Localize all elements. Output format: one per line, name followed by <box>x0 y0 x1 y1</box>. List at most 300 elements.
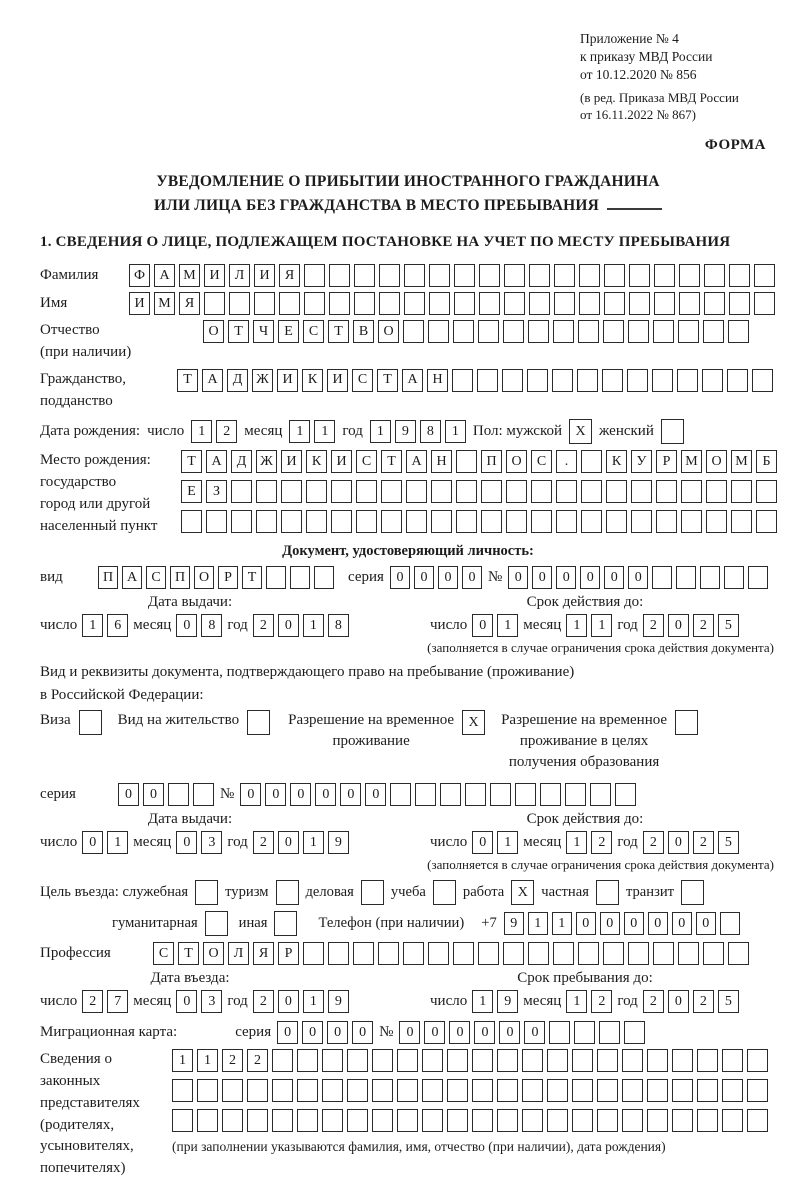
form-cell[interactable]: 0 <box>648 912 668 935</box>
form-cell[interactable]: 1 <box>566 831 587 854</box>
form-cell[interactable]: 0 <box>576 912 596 935</box>
form-cell[interactable] <box>431 510 452 533</box>
form-cell[interactable] <box>599 1021 620 1044</box>
form-cell[interactable]: 0 <box>462 566 482 589</box>
form-cell[interactable]: Я <box>253 942 274 965</box>
form-cell[interactable] <box>678 320 699 343</box>
form-cell[interactable] <box>700 566 720 589</box>
form-cell[interactable] <box>653 942 674 965</box>
form-cell[interactable]: С <box>352 369 373 392</box>
form-cell[interactable] <box>197 1079 218 1102</box>
form-cell[interactable] <box>722 1049 743 1072</box>
form-cell[interactable] <box>506 510 527 533</box>
form-cell[interactable] <box>654 292 675 315</box>
form-cell[interactable]: 2 <box>693 831 714 854</box>
form-cell[interactable] <box>706 480 727 503</box>
checkbox-humanitarian[interactable] <box>205 911 228 936</box>
form-cell[interactable]: 9 <box>328 831 349 854</box>
form-cell[interactable] <box>724 566 744 589</box>
form-cell[interactable]: И <box>204 264 225 287</box>
form-cell[interactable] <box>306 480 327 503</box>
form-cell[interactable] <box>606 480 627 503</box>
checkbox-other[interactable] <box>274 911 297 936</box>
form-cell[interactable]: 7 <box>107 990 128 1013</box>
form-cell[interactable] <box>502 369 523 392</box>
form-cell[interactable] <box>604 264 625 287</box>
form-cell[interactable] <box>406 510 427 533</box>
checkbox-work[interactable]: X <box>511 880 534 905</box>
form-cell[interactable]: О <box>506 450 527 473</box>
form-cell[interactable]: Е <box>181 480 202 503</box>
form-cell[interactable] <box>379 264 400 287</box>
form-cell[interactable] <box>706 510 727 533</box>
form-cell[interactable] <box>431 480 452 503</box>
form-cell[interactable] <box>540 783 561 806</box>
form-cell[interactable] <box>579 292 600 315</box>
form-cell[interactable] <box>465 783 486 806</box>
form-cell[interactable]: 2 <box>253 990 274 1013</box>
form-cell[interactable] <box>168 783 189 806</box>
form-cell[interactable]: 1 <box>370 420 391 443</box>
form-cell[interactable] <box>615 783 636 806</box>
form-cell[interactable] <box>654 264 675 287</box>
form-cell[interactable] <box>553 320 574 343</box>
form-cell[interactable] <box>703 942 724 965</box>
form-cell[interactable]: 0 <box>278 614 299 637</box>
form-cell[interactable] <box>704 292 725 315</box>
form-cell[interactable] <box>627 369 648 392</box>
form-cell[interactable]: К <box>606 450 627 473</box>
form-cell[interactable]: 1 <box>303 831 324 854</box>
form-cell[interactable]: 1 <box>566 990 587 1013</box>
form-cell[interactable]: М <box>681 450 702 473</box>
form-cell[interactable] <box>574 1021 595 1044</box>
form-cell[interactable] <box>503 320 524 343</box>
form-cell[interactable]: Т <box>242 566 262 589</box>
form-cell[interactable]: Ф <box>129 264 150 287</box>
form-cell[interactable]: 8 <box>420 420 441 443</box>
form-cell[interactable]: 0 <box>176 990 197 1013</box>
form-cell[interactable]: М <box>154 292 175 315</box>
form-cell[interactable]: Д <box>231 450 252 473</box>
form-cell[interactable]: 0 <box>327 1021 348 1044</box>
form-cell[interactable] <box>181 510 202 533</box>
form-cell[interactable]: 5 <box>718 614 739 637</box>
form-cell[interactable] <box>222 1079 243 1102</box>
form-cell[interactable] <box>554 292 575 315</box>
form-cell[interactable] <box>297 1079 318 1102</box>
checkbox-study[interactable] <box>433 880 456 905</box>
form-cell[interactable] <box>702 369 723 392</box>
form-cell[interactable] <box>547 1049 568 1072</box>
form-cell[interactable] <box>247 1109 268 1132</box>
form-cell[interactable]: 0 <box>668 990 689 1013</box>
form-cell[interactable] <box>266 566 286 589</box>
form-cell[interactable] <box>703 320 724 343</box>
form-cell[interactable]: 1 <box>445 420 466 443</box>
form-cell[interactable] <box>679 264 700 287</box>
form-cell[interactable]: Т <box>228 320 249 343</box>
form-cell[interactable] <box>590 783 611 806</box>
form-cell[interactable]: Р <box>218 566 238 589</box>
form-cell[interactable] <box>353 942 374 965</box>
form-cell[interactable] <box>447 1079 468 1102</box>
form-cell[interactable] <box>529 264 550 287</box>
form-cell[interactable] <box>628 320 649 343</box>
form-cell[interactable]: 2 <box>247 1049 268 1072</box>
form-cell[interactable] <box>522 1049 543 1072</box>
form-cell[interactable] <box>206 510 227 533</box>
form-cell[interactable]: 0 <box>399 1021 420 1044</box>
form-cell[interactable]: 0 <box>696 912 716 935</box>
form-cell[interactable]: 0 <box>302 1021 323 1044</box>
form-cell[interactable]: 0 <box>499 1021 520 1044</box>
form-cell[interactable] <box>606 510 627 533</box>
form-cell[interactable] <box>456 510 477 533</box>
form-cell[interactable]: 1 <box>552 912 572 935</box>
form-cell[interactable]: К <box>302 369 323 392</box>
form-cell[interactable] <box>279 292 300 315</box>
form-cell[interactable]: О <box>203 320 224 343</box>
form-cell[interactable] <box>652 566 672 589</box>
form-cell[interactable] <box>572 1049 593 1072</box>
form-cell[interactable] <box>272 1049 293 1072</box>
checkbox-visa[interactable] <box>79 710 102 735</box>
form-cell[interactable] <box>329 264 350 287</box>
form-cell[interactable] <box>231 510 252 533</box>
form-cell[interactable]: 2 <box>253 831 274 854</box>
form-cell[interactable] <box>403 942 424 965</box>
form-cell[interactable]: 2 <box>693 614 714 637</box>
form-cell[interactable] <box>372 1049 393 1072</box>
form-cell[interactable]: 0 <box>82 831 103 854</box>
form-cell[interactable]: У <box>631 450 652 473</box>
form-cell[interactable] <box>647 1079 668 1102</box>
form-cell[interactable] <box>397 1079 418 1102</box>
form-cell[interactable] <box>306 510 327 533</box>
form-cell[interactable] <box>728 942 749 965</box>
form-cell[interactable] <box>404 264 425 287</box>
form-cell[interactable] <box>556 480 577 503</box>
form-cell[interactable] <box>454 264 475 287</box>
form-cell[interactable]: Т <box>377 369 398 392</box>
form-cell[interactable] <box>304 264 325 287</box>
form-cell[interactable] <box>472 1079 493 1102</box>
form-cell[interactable] <box>331 480 352 503</box>
form-cell[interactable]: М <box>731 450 752 473</box>
form-cell[interactable] <box>453 942 474 965</box>
form-cell[interactable]: Т <box>178 942 199 965</box>
form-cell[interactable] <box>256 510 277 533</box>
form-cell[interactable] <box>247 1079 268 1102</box>
form-cell[interactable] <box>756 480 777 503</box>
form-cell[interactable]: И <box>254 264 275 287</box>
form-cell[interactable]: 0 <box>414 566 434 589</box>
form-cell[interactable]: О <box>203 942 224 965</box>
form-cell[interactable] <box>697 1109 718 1132</box>
form-cell[interactable] <box>456 450 477 473</box>
form-cell[interactable]: 0 <box>176 614 197 637</box>
form-cell[interactable] <box>322 1079 343 1102</box>
form-cell[interactable]: 0 <box>240 783 261 806</box>
form-cell[interactable] <box>603 320 624 343</box>
form-cell[interactable] <box>565 783 586 806</box>
form-cell[interactable]: 2 <box>253 614 274 637</box>
form-cell[interactable]: 6 <box>107 614 128 637</box>
form-cell[interactable] <box>729 292 750 315</box>
form-cell[interactable]: А <box>202 369 223 392</box>
form-cell[interactable] <box>356 510 377 533</box>
form-cell[interactable]: 1 <box>197 1049 218 1072</box>
form-cell[interactable]: А <box>206 450 227 473</box>
form-cell[interactable] <box>197 1109 218 1132</box>
form-cell[interactable]: 0 <box>556 566 576 589</box>
form-cell[interactable] <box>529 292 550 315</box>
form-cell[interactable] <box>549 1021 570 1044</box>
form-cell[interactable] <box>728 320 749 343</box>
form-cell[interactable]: О <box>194 566 214 589</box>
form-cell[interactable]: 2 <box>82 990 103 1013</box>
form-cell[interactable] <box>656 480 677 503</box>
form-cell[interactable] <box>752 369 773 392</box>
form-cell[interactable]: 0 <box>472 831 493 854</box>
form-cell[interactable]: И <box>281 450 302 473</box>
form-cell[interactable]: 1 <box>566 614 587 637</box>
form-cell[interactable]: . <box>556 450 577 473</box>
form-cell[interactable]: С <box>356 450 377 473</box>
form-cell[interactable] <box>597 1049 618 1072</box>
form-cell[interactable] <box>204 292 225 315</box>
form-cell[interactable]: 0 <box>600 912 620 935</box>
form-cell[interactable] <box>603 942 624 965</box>
form-cell[interactable]: Е <box>278 320 299 343</box>
form-cell[interactable]: Л <box>229 264 250 287</box>
form-cell[interactable]: Т <box>328 320 349 343</box>
form-cell[interactable] <box>631 510 652 533</box>
form-cell[interactable]: 1 <box>497 831 518 854</box>
form-cell[interactable]: 1 <box>591 614 612 637</box>
form-cell[interactable]: П <box>481 450 502 473</box>
form-cell[interactable]: 0 <box>438 566 458 589</box>
form-cell[interactable] <box>329 292 350 315</box>
form-cell[interactable] <box>628 942 649 965</box>
form-cell[interactable] <box>531 510 552 533</box>
form-cell[interactable] <box>722 1109 743 1132</box>
form-cell[interactable] <box>397 1049 418 1072</box>
form-cell[interactable] <box>290 566 310 589</box>
form-cell[interactable] <box>422 1049 443 1072</box>
form-cell[interactable]: 0 <box>474 1021 495 1044</box>
form-cell[interactable] <box>672 1109 693 1132</box>
form-cell[interactable] <box>429 292 450 315</box>
form-cell[interactable]: 8 <box>328 614 349 637</box>
form-cell[interactable]: 0 <box>352 1021 373 1044</box>
form-cell[interactable] <box>647 1109 668 1132</box>
form-cell[interactable] <box>404 292 425 315</box>
form-cell[interactable]: 0 <box>424 1021 445 1044</box>
form-cell[interactable]: 3 <box>201 990 222 1013</box>
checkbox-private[interactable] <box>596 880 619 905</box>
form-cell[interactable] <box>704 264 725 287</box>
form-cell[interactable] <box>381 510 402 533</box>
form-cell[interactable]: 0 <box>624 912 644 935</box>
form-cell[interactable] <box>172 1079 193 1102</box>
form-cell[interactable]: 5 <box>718 831 739 854</box>
checkbox-tourism[interactable] <box>276 880 299 905</box>
form-cell[interactable] <box>297 1049 318 1072</box>
form-cell[interactable]: О <box>378 320 399 343</box>
form-cell[interactable]: Т <box>177 369 198 392</box>
form-cell[interactable]: 0 <box>143 783 164 806</box>
form-cell[interactable] <box>322 1049 343 1072</box>
form-cell[interactable]: 0 <box>290 783 311 806</box>
form-cell[interactable] <box>472 1049 493 1072</box>
form-cell[interactable] <box>720 912 740 935</box>
form-cell[interactable] <box>754 292 775 315</box>
form-cell[interactable] <box>581 480 602 503</box>
form-cell[interactable] <box>572 1079 593 1102</box>
form-cell[interactable]: 0 <box>472 614 493 637</box>
form-cell[interactable] <box>281 510 302 533</box>
form-cell[interactable] <box>379 292 400 315</box>
form-cell[interactable] <box>581 450 602 473</box>
form-cell[interactable]: 1 <box>191 420 212 443</box>
form-cell[interactable] <box>453 320 474 343</box>
form-cell[interactable] <box>729 264 750 287</box>
form-cell[interactable]: 1 <box>472 990 493 1013</box>
form-cell[interactable]: И <box>331 450 352 473</box>
form-cell[interactable]: 1 <box>107 831 128 854</box>
form-cell[interactable] <box>681 510 702 533</box>
form-cell[interactable] <box>504 264 525 287</box>
form-cell[interactable] <box>731 480 752 503</box>
form-cell[interactable] <box>553 942 574 965</box>
form-cell[interactable]: М <box>179 264 200 287</box>
form-cell[interactable] <box>440 783 461 806</box>
form-cell[interactable]: 0 <box>508 566 528 589</box>
form-cell[interactable] <box>622 1049 643 1072</box>
form-cell[interactable]: И <box>327 369 348 392</box>
form-cell[interactable]: 2 <box>643 990 664 1013</box>
form-cell[interactable] <box>193 783 214 806</box>
form-cell[interactable]: 0 <box>668 831 689 854</box>
form-cell[interactable] <box>354 292 375 315</box>
form-cell[interactable] <box>397 1109 418 1132</box>
form-cell[interactable] <box>452 369 473 392</box>
form-cell[interactable] <box>447 1049 468 1072</box>
form-cell[interactable] <box>381 480 402 503</box>
form-cell[interactable]: А <box>122 566 142 589</box>
form-cell[interactable] <box>624 1021 645 1044</box>
checkbox-edu-permit[interactable] <box>675 710 698 735</box>
form-cell[interactable]: 2 <box>643 614 664 637</box>
form-cell[interactable]: О <box>706 450 727 473</box>
form-cell[interactable] <box>629 292 650 315</box>
form-cell[interactable] <box>490 783 511 806</box>
form-cell[interactable] <box>647 1049 668 1072</box>
form-cell[interactable] <box>697 1049 718 1072</box>
form-cell[interactable] <box>497 1049 518 1072</box>
form-cell[interactable] <box>415 783 436 806</box>
form-cell[interactable] <box>356 480 377 503</box>
form-cell[interactable] <box>622 1109 643 1132</box>
form-cell[interactable] <box>503 942 524 965</box>
form-cell[interactable] <box>497 1079 518 1102</box>
form-cell[interactable] <box>403 320 424 343</box>
form-cell[interactable]: 5 <box>718 990 739 1013</box>
form-cell[interactable]: Н <box>431 450 452 473</box>
form-cell[interactable] <box>747 1049 768 1072</box>
form-cell[interactable] <box>653 320 674 343</box>
form-cell[interactable] <box>347 1109 368 1132</box>
form-cell[interactable] <box>602 369 623 392</box>
form-cell[interactable]: 0 <box>277 1021 298 1044</box>
form-cell[interactable] <box>254 292 275 315</box>
form-cell[interactable] <box>581 510 602 533</box>
form-cell[interactable]: 0 <box>390 566 410 589</box>
form-cell[interactable]: 2 <box>693 990 714 1013</box>
form-cell[interactable] <box>481 510 502 533</box>
form-cell[interactable] <box>604 292 625 315</box>
form-cell[interactable] <box>528 942 549 965</box>
form-cell[interactable] <box>547 1079 568 1102</box>
form-cell[interactable] <box>515 783 536 806</box>
form-cell[interactable]: 1 <box>303 990 324 1013</box>
form-cell[interactable]: 0 <box>672 912 692 935</box>
form-cell[interactable]: 9 <box>504 912 524 935</box>
form-cell[interactable] <box>347 1079 368 1102</box>
form-cell[interactable] <box>727 369 748 392</box>
form-cell[interactable]: 2 <box>222 1049 243 1072</box>
form-cell[interactable] <box>479 264 500 287</box>
form-cell[interactable]: 1 <box>82 614 103 637</box>
form-cell[interactable] <box>172 1109 193 1132</box>
checkbox-business[interactable] <box>361 880 384 905</box>
form-cell[interactable] <box>478 942 499 965</box>
form-cell[interactable]: И <box>277 369 298 392</box>
form-cell[interactable] <box>527 369 548 392</box>
form-cell[interactable] <box>672 1049 693 1072</box>
form-cell[interactable]: 0 <box>176 831 197 854</box>
form-cell[interactable] <box>597 1109 618 1132</box>
form-cell[interactable]: 0 <box>278 831 299 854</box>
checkbox-temp-permit[interactable]: X <box>462 710 485 735</box>
form-cell[interactable] <box>354 264 375 287</box>
form-cell[interactable]: Т <box>381 450 402 473</box>
form-cell[interactable]: 1 <box>497 614 518 637</box>
form-cell[interactable] <box>497 1109 518 1132</box>
form-cell[interactable] <box>222 1109 243 1132</box>
form-cell[interactable] <box>656 510 677 533</box>
form-cell[interactable]: 2 <box>591 831 612 854</box>
form-cell[interactable] <box>477 369 498 392</box>
form-cell[interactable] <box>528 320 549 343</box>
form-cell[interactable]: Р <box>278 942 299 965</box>
form-cell[interactable] <box>722 1079 743 1102</box>
form-cell[interactable] <box>679 292 700 315</box>
form-cell[interactable] <box>531 480 552 503</box>
form-cell[interactable]: 1 <box>528 912 548 935</box>
form-cell[interactable]: 0 <box>524 1021 545 1044</box>
form-cell[interactable] <box>406 480 427 503</box>
form-cell[interactable] <box>272 1079 293 1102</box>
form-cell[interactable]: Ж <box>252 369 273 392</box>
form-cell[interactable]: А <box>154 264 175 287</box>
form-cell[interactable] <box>522 1079 543 1102</box>
form-cell[interactable]: А <box>402 369 423 392</box>
form-cell[interactable] <box>272 1109 293 1132</box>
form-cell[interactable]: С <box>153 942 174 965</box>
